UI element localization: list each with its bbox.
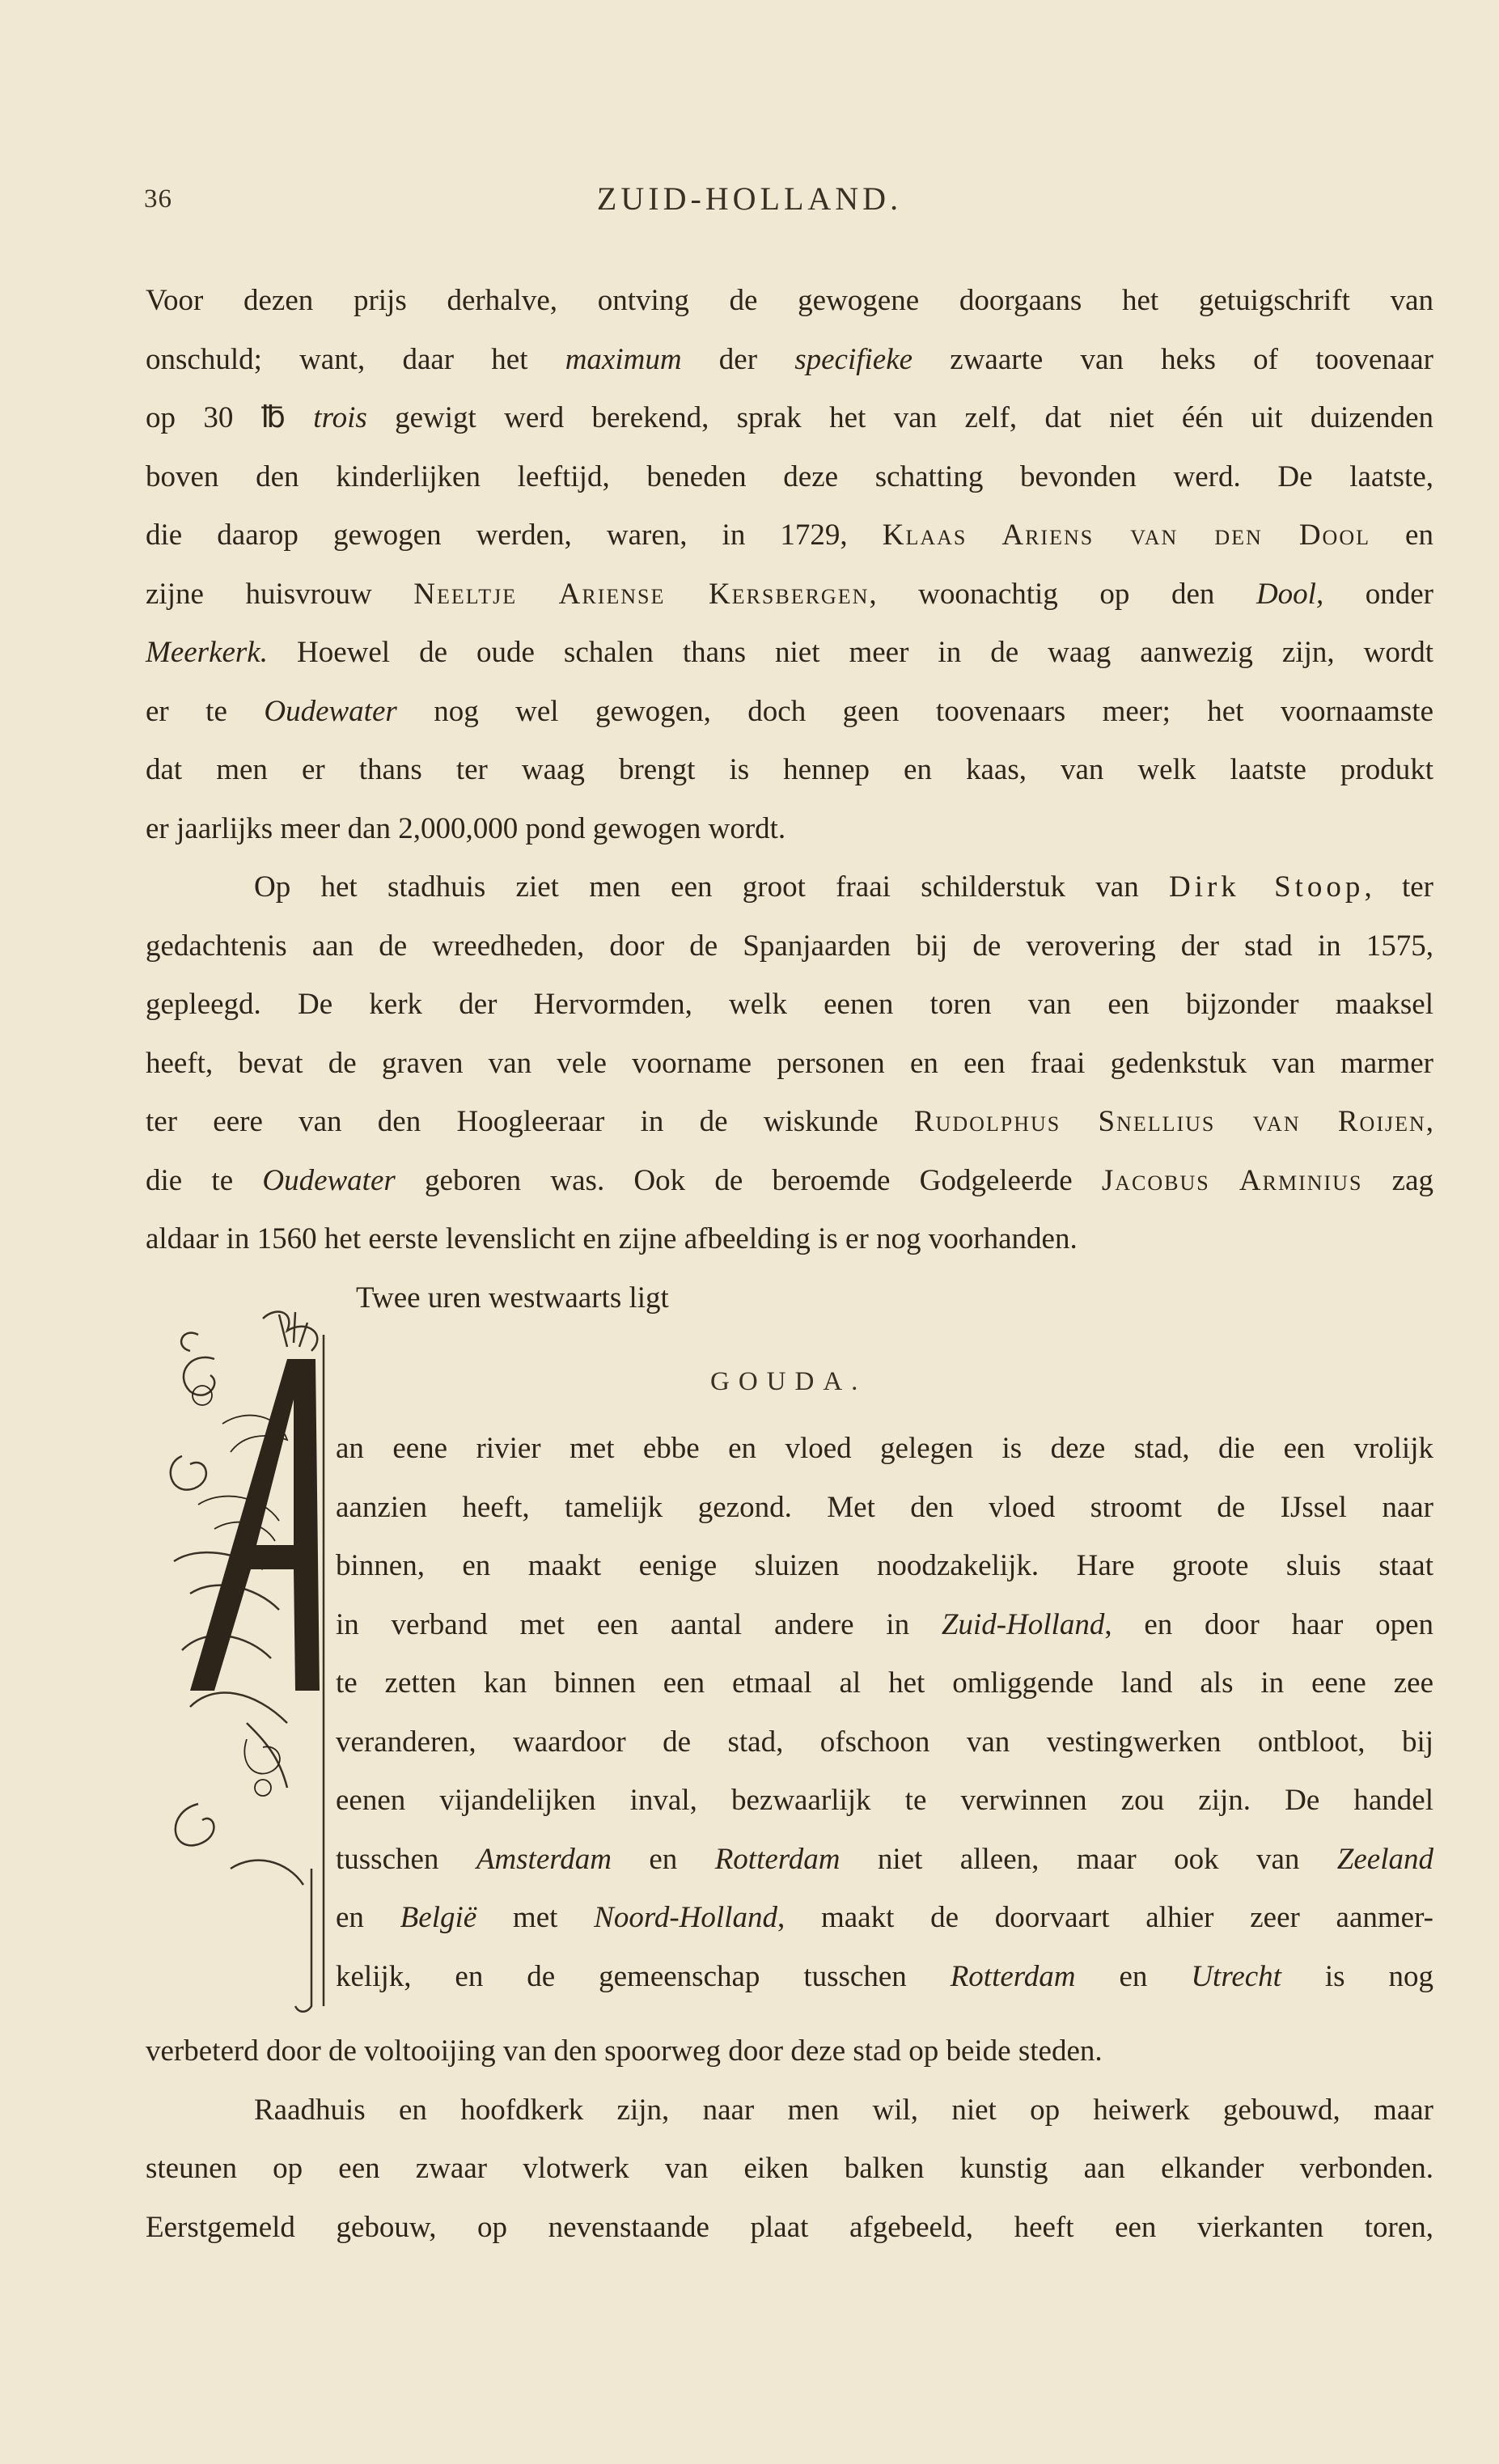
person-name: Dirk Stoop bbox=[1168, 870, 1365, 904]
person-name: Klaas Ariens van den Dool bbox=[882, 519, 1370, 552]
text-line: tusschen Amsterdam en Rotterdam niet alleen, maar ook van Zeeland bbox=[336, 1842, 1433, 1876]
text-line: onschuld; want, daar het maximum der specifieke zwaarte van heks of toovenaar bbox=[146, 342, 1433, 376]
text-line: eenen vijandelijken inval, bezwaarlijk te verwinnen zou zijn. De handel bbox=[336, 1784, 1433, 1817]
text-line: er te Oudewater nog wel gewogen, doch geen toovenaars meer; het voornaamste bbox=[146, 694, 1434, 728]
text-line: die daarop gewogen werden, waren, in 1729, Klaas Ariens van den Dool en bbox=[146, 519, 1433, 552]
text-line: boven den kinderlijken leeftijd, beneden deze schatting bevonden werd. De laatste, bbox=[146, 459, 1433, 493]
text-line: ter eere van den Hoogleeraar in de wiskunde Rudolphus Snellius van Roijen, bbox=[146, 1105, 1433, 1138]
decorated-initial-a bbox=[166, 1302, 340, 2014]
text-line: te zetten kan binnen een etmaal al het omliggende land als in eene zee bbox=[336, 1666, 1433, 1700]
text-line: dat men er thans ter waag brengt is hennep en kaas, van welk laatste produkt bbox=[146, 753, 1433, 786]
text-line: aldaar in 1560 het eerste levenslicht en zijne afbeelding is er nog voorhanden. bbox=[146, 1222, 1078, 1255]
text-line: Op het stadhuis ziet men een groot fraai schilderstuk van Dirk Stoop, ter bbox=[254, 870, 1433, 904]
text-line: aanzien heeft, tamelijk gezond. Met den vloed stroomt de IJssel naar bbox=[336, 1490, 1433, 1524]
person-name: Neeltje Ariense Kersbergen bbox=[413, 577, 870, 611]
person-name: Jacobus Arminius bbox=[1101, 1163, 1363, 1197]
text-line: op 30 ℔ trois gewigt werd berekend, sprak het van zelf, dat niet één uit duizenden bbox=[146, 401, 1433, 434]
text-line: Voor dezen prijs derhalve, ontving de gewogene doorgaans het getuigschrift van bbox=[146, 284, 1433, 317]
text-line: er jaarlijks meer dan 2,000,000 pond gewogen wordt. bbox=[146, 811, 786, 845]
running-head: ZUID-HOLLAND. bbox=[596, 180, 903, 217]
text-line: kelijk, en de gemeenschap tusschen Rotterdam en Utrecht is nog bbox=[336, 1959, 1433, 1993]
text-line: Meerkerk. Hoewel de oude schalen thans niet meer in de waag aanwezig zijn, wordt bbox=[146, 636, 1433, 669]
text-line: en België met Noord-Holland, maakt de doorvaart alhier zeer aanmer- bbox=[336, 1901, 1434, 1934]
section-title: GOUDA. bbox=[710, 1367, 867, 1396]
body-text-top bbox=[146, 272, 1433, 1327]
text-line: gedachtenis aan de wreedheden, door de Spanjaarden bij de verovering der stad in 1575, bbox=[146, 929, 1433, 963]
text-line: binnen, en maakt eenige sluizen noodzakelijk. Hare groote sluis staat bbox=[336, 1549, 1433, 1582]
text-line: verbeterd door de voltooijing van den spoorweg door deze stad op beide steden. bbox=[146, 2034, 1103, 2068]
page-number: 36 bbox=[144, 184, 172, 214]
text-line: die te Oudewater geboren was. Ook de beroemde Godgeleerde Jacobus Arminius zag bbox=[146, 1163, 1434, 1197]
text-line: Twee uren westwaarts ligt bbox=[356, 1281, 669, 1315]
body-text-bottom bbox=[146, 2022, 1433, 2257]
text-line: an eene rivier met ebbe en vloed gelegen is deze stad, die een vrolijk bbox=[336, 1432, 1433, 1465]
text-line: gepleegd. De kerk der Hervormden, welk eenen toren van een bijzonder maaksel bbox=[146, 988, 1433, 1021]
text-line: in verband met een aantal andere in Zuid-Holland, en door haar open bbox=[336, 1607, 1433, 1641]
text-line: zijne huisvrouw Neeltje Ariense Kersbergen, woonachtig op den Dool, onder bbox=[146, 577, 1434, 611]
body-text-initial bbox=[336, 1420, 1433, 2006]
text-line: veranderen, waardoor de stad, ofschoon van vestingwerken ontbloot, bij bbox=[336, 1725, 1433, 1759]
text-line: heeft, bevat de graven van vele voorname personen en een fraai gedenkstuk van marmer bbox=[146, 1046, 1433, 1080]
text-line: Eerstgemeld gebouw, op nevenstaande plaat afgebeeld, heeft een vierkanten toren, bbox=[146, 2210, 1433, 2244]
person-name: Rudolphus Snellius van Roijen bbox=[913, 1105, 1426, 1138]
text-line: steunen op een zwaar vlotwerk van eiken balken kunstig aan elkander verbonden. bbox=[146, 2152, 1433, 2185]
text-line: Raadhuis en hoofdkerk zijn, naar men wil, niet op heiwerk gebouwd, maar bbox=[254, 2093, 1433, 2127]
initial-letter-glyph: A bbox=[240, 1653, 265, 1690]
